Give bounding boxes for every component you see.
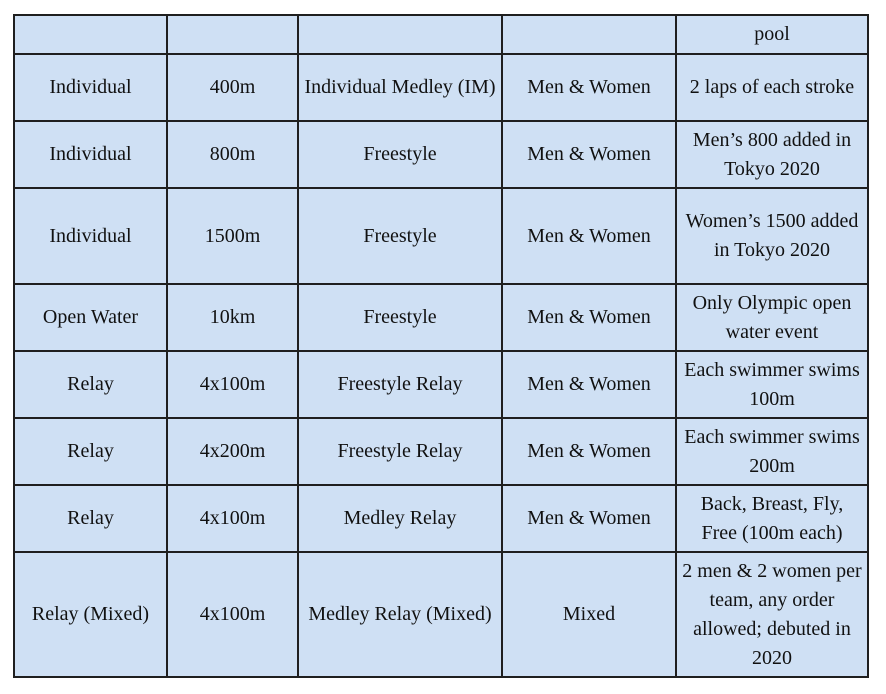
- table-row: [14, 552, 868, 677]
- distance-cell: 4x200m: [167, 418, 298, 485]
- stroke-cell: Freestyle: [298, 121, 502, 188]
- distance-cell: 10km: [167, 284, 298, 351]
- category-cell: Relay: [14, 351, 167, 418]
- stroke-cell: Freestyle: [298, 284, 502, 351]
- gender-cell: Men & Women: [502, 54, 676, 121]
- gender-cell: [502, 15, 676, 54]
- table-row: [14, 485, 868, 552]
- category-cell: Relay (Mixed): [14, 552, 167, 677]
- distance-cell: [167, 15, 298, 54]
- category-cell: Relay: [14, 418, 167, 485]
- gender-cell: Men & Women: [502, 188, 676, 284]
- table-row: [14, 121, 868, 188]
- table-row: [14, 15, 868, 54]
- notes-cell: Back, Breast, Fly, Free (100m each): [676, 485, 868, 552]
- notes-cell: Men’s 800 added in Tokyo 2020: [676, 121, 868, 188]
- distance-cell: 800m: [167, 121, 298, 188]
- category-cell: [14, 15, 167, 54]
- stroke-cell: Freestyle: [298, 188, 502, 284]
- gender-cell: Mixed: [502, 552, 676, 677]
- category-cell: Individual: [14, 121, 167, 188]
- category-cell: Individual: [14, 188, 167, 284]
- gender-cell: Men & Women: [502, 418, 676, 485]
- gender-cell: Men & Women: [502, 121, 676, 188]
- distance-cell: 4x100m: [167, 552, 298, 677]
- table-row: [14, 351, 868, 418]
- gender-cell: Men & Women: [502, 485, 676, 552]
- category-cell: Open Water: [14, 284, 167, 351]
- stroke-cell: Medley Relay (Mixed): [298, 552, 502, 677]
- notes-cell: Only Olympic open water event: [676, 284, 868, 351]
- notes-cell: 2 men & 2 women per team, any order allowed; debuted in 2020: [676, 552, 868, 677]
- distance-cell: 1500m: [167, 188, 298, 284]
- gender-cell: Men & Women: [502, 351, 676, 418]
- category-cell: Individual: [14, 54, 167, 121]
- stroke-cell: Individual Medley (IM): [298, 54, 502, 121]
- category-cell: Relay: [14, 485, 167, 552]
- table-row: [14, 188, 868, 284]
- table-row: [14, 418, 868, 485]
- stroke-cell: Medley Relay: [298, 485, 502, 552]
- notes-cell: Women’s 1500 added in Tokyo 2020: [676, 188, 868, 284]
- distance-cell: 4x100m: [167, 485, 298, 552]
- notes-cell: pool: [676, 15, 868, 54]
- table-row: [14, 284, 868, 351]
- stroke-cell: Freestyle Relay: [298, 418, 502, 485]
- table-row: [14, 54, 868, 121]
- notes-cell: 2 laps of each stroke: [676, 54, 868, 121]
- distance-cell: 400m: [167, 54, 298, 121]
- stroke-cell: Freestyle Relay: [298, 351, 502, 418]
- swimming-events-table: [13, 14, 869, 678]
- notes-cell: Each swimmer swims 200m: [676, 418, 868, 485]
- gender-cell: Men & Women: [502, 284, 676, 351]
- notes-cell: Each swimmer swims 100m: [676, 351, 868, 418]
- distance-cell: 4x100m: [167, 351, 298, 418]
- stroke-cell: [298, 15, 502, 54]
